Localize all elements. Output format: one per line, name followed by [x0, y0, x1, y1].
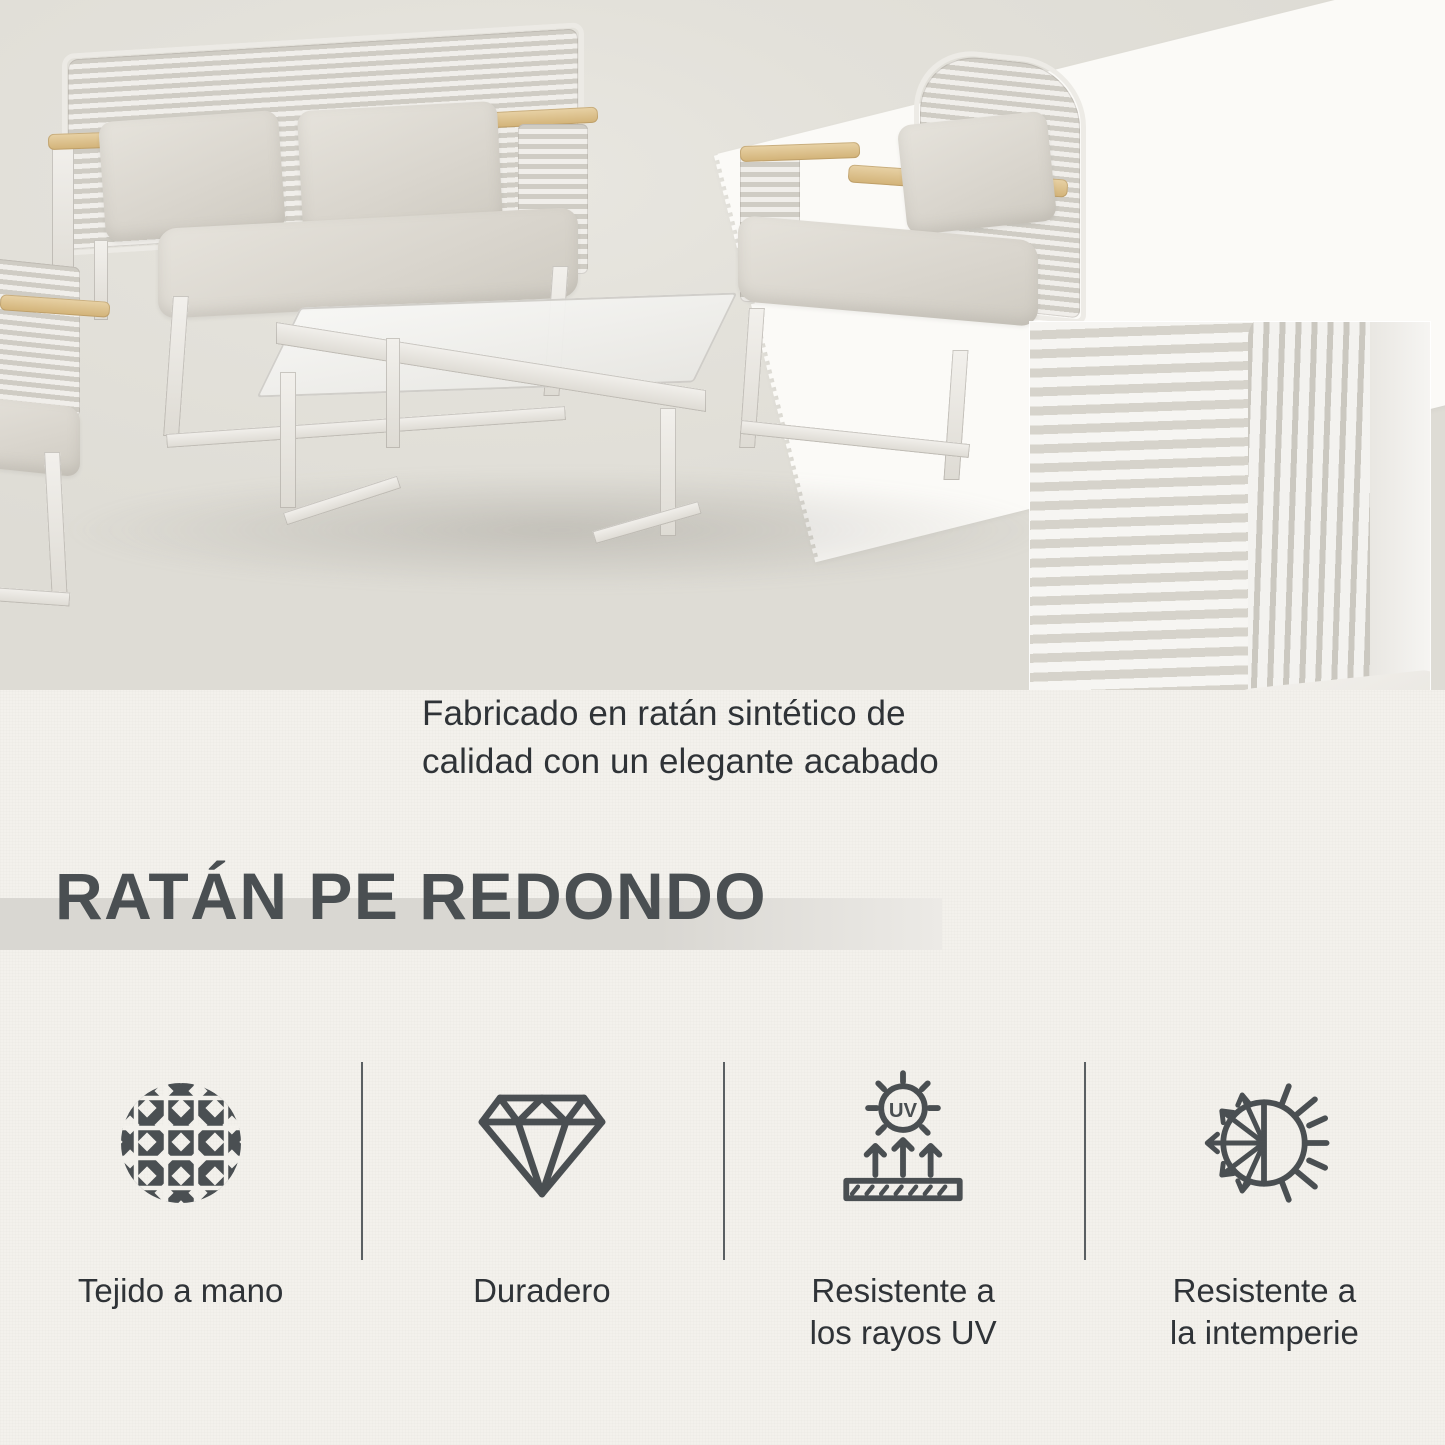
feature-label-durable: Duradero	[473, 1272, 611, 1309]
weather-resistant-icon	[1184, 1068, 1344, 1218]
left-chair-seat-cushion	[0, 393, 80, 478]
table-rail-right	[592, 501, 701, 544]
hero-caption	[422, 690, 1042, 785]
woven-weave-icon	[106, 1068, 256, 1218]
sofa-leg-front-left	[163, 296, 189, 436]
feature-label-uv	[810, 1270, 997, 1354]
glass-coffee-table	[262, 290, 722, 550]
chair-back-pillow	[897, 110, 1058, 235]
page-title: RATÁN PE REDONDO	[55, 859, 768, 933]
table-leg-left-rear	[386, 338, 400, 448]
armchair-left-partial	[0, 240, 140, 640]
closeup-corner-post	[1248, 322, 1388, 690]
uv-resistant-icon	[823, 1068, 983, 1218]
feature-label-weather	[1170, 1270, 1359, 1354]
feature-list	[0, 1040, 1445, 1420]
table-leg-left-front	[280, 372, 296, 508]
feature-item-durable	[361, 1040, 722, 1420]
feature-item-uv	[723, 1040, 1084, 1420]
feature-label-weather-line2: la intemperie	[1169, 1314, 1359, 1352]
diamond-icon	[467, 1068, 617, 1218]
feature-label-uv-line1: Resistente a	[811, 1272, 995, 1309]
table-rail-left	[283, 476, 401, 525]
feature-item-handwoven	[0, 1040, 361, 1420]
chair-left-armrest-wood	[740, 142, 860, 162]
left-chair-back-weave	[0, 253, 80, 418]
rattan-weave-closeup	[1030, 322, 1430, 690]
feature-label-uv-line2: los rayos UV	[809, 1314, 997, 1352]
caption-line-1: Fabricado en ratán sintético de	[422, 694, 906, 733]
chair-leg-front-right	[943, 350, 968, 480]
feature-label-weather-line1: Resistente a	[1172, 1272, 1357, 1309]
chair-base-rail	[740, 420, 970, 458]
sofa-pillow-left	[98, 110, 286, 242]
hero-image	[0, 0, 1445, 690]
feature-item-weather	[1084, 1040, 1445, 1420]
feature-label-handwoven: Tejido a mano	[77, 1272, 284, 1309]
caption-line-2: calidad con un elegante acabado	[422, 741, 939, 781]
closeup-background	[1370, 322, 1430, 690]
uv-badge-text: UV	[888, 1099, 918, 1122]
